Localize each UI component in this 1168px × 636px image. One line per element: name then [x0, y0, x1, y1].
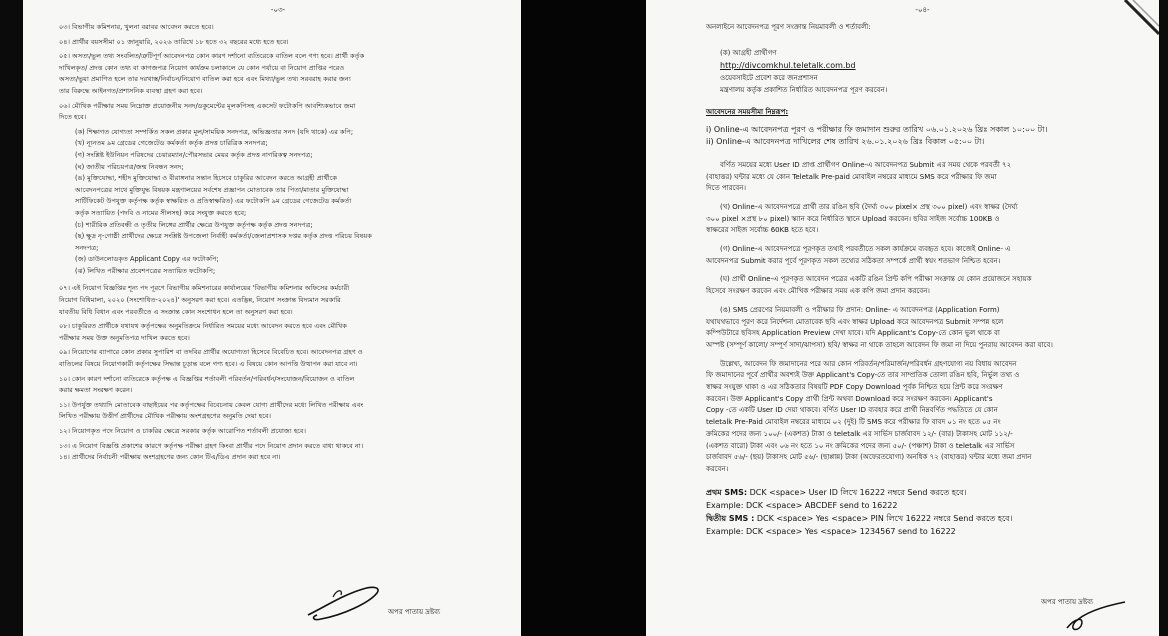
page-gap — [521, 0, 646, 636]
clause-05: ০৫। অসত্য/ভুল তথ্য সংবলিত/ত্রুটিপূর্ণ আবেদনপত্র কোন কারণ দর্শানো ব্যতিরেকে বাতিল বলে গণ্য হবে। প্রার্থী কর্তৃক দাখিলকৃত/ প্রদত্ত কোন তথ্য বা কাগজপত্র নিয়োগ কার্যক্রম চলাকালে যে কোন পর্যায়ে বা নিয়োগ প্রাপ্তির পরেও অসত্য/ভুয়া প্রমাণিত হলে তার দরখাস্ত/নির্বাচন/নিয়োগ বাতিল করা হবে এবং মিথ্যা/ভুল তথ্য সরবরাহ করার জন্য তার বিরুদ্ধে আইনগত/প্রশাসনিক ব্যবস্থা গ্রহণ করা হবে। — [59, 52, 365, 95]
sms-first-label: প্রথম SMS: — [706, 487, 748, 497]
document-page-left — [23, 0, 521, 636]
deadline-end: ii) Online-এ আবেদনপত্র দাখিলের শেষ তারিখ ২৬.০১.২০২৬ খ্রিঃ বিকাল ০৫:০০ টা। — [706, 137, 985, 147]
continue-note-right: অপর পাতায় দ্রষ্টব্য — [1041, 598, 1094, 606]
clause-03: ০৩। বিভাগীয় কমিশনার, খুলনা বরাবর আবেদন করতে হবে। — [59, 23, 214, 31]
page-number: -০৪- — [915, 6, 930, 14]
clause-ka-prefix: (ক) আগ্রহী প্রার্থীগণ — [720, 49, 777, 58]
sms-second — [706, 512, 1139, 525]
website-link[interactable]: http://divcomkhul.teletalk.com.bd — [720, 61, 856, 71]
clause-06-chha: (ছ) ক্ষুদ্র নৃ-গোষ্ঠী প্রার্থীদের ক্ষেত্রে সংশ্লিষ্ট উপজেলা নির্বাহী কর্মকর্তা/জেলাপ্রশাসক দপ্তর কর্তৃক প্রদত্ত পরিচয় বিষয়ক সনদপত্র; — [75, 232, 372, 252]
sms-second-example: Example: DCK <space> Yes <space> 1234567 send to 16222 — [706, 526, 956, 536]
clause-07: ০৭। এই নিয়োগ বিজ্ঞপ্তির শূন্য পদ পূরণে বিভাগীয় কমিশনারের কার্যালয়ের 'বিভাগীয় কমিশনার অফিসের কর্মচারী নিয়োগ বিধিমালা, ২০২০ (সংশোধিত-২০২৪)' অনুসরণ করা হবে। এতদ্ভিন্ন, নিয়োগ সংক্রান্ত বিদ্যমান সরকারি যাবতীয় বিধি বিধান এবং পরবর্তীতে এ সংক্রান্ত কোন সংশোধন হলে তা অনুসরণ করা হবে। — [59, 284, 350, 316]
clause-10: ১০। কোন কারণ দর্শানো ব্যতিরেকে কর্তৃপক্ষ এ বিজ্ঞপ্তির শর্তাবলী পরিবর্তন/পরিবর্ধন/সংযোজন/বিয়োজন ও বাতিল করার ক্ষমতা সংরক্ষণ করেন। — [59, 374, 355, 395]
clause-06-cha: (চ) শারীরিক প্রতিবন্ধী ও তৃতীয় লিঙ্গের প্রার্থীর ক্ষেত্রে উপযুক্ত কর্তৃপক্ষ কর্তৃক প্রদত্ত সনদপত্র; — [75, 220, 313, 229]
clause-06-jha: (ঝ) লিখিত পরীক্ষার প্রবেশপত্রের সত্যায়িত ফটোকপি; — [75, 266, 216, 275]
clause-09: ০৯। নিয়োগের ব্যাপারে কোন প্রকার সুপারিশ বা তদবির প্রার্থীর অযোগ্যতা হিসেবে বিবেচিত হবে। আবেদনপত্র গ্রহণ ও বাতিলের বিষয়ে নিয়োগকারী কর্তৃপক্ষের সিদ্ধান্ত চূড়ান্ত বলে গণ্য হবে। এ বিষয়ে কোন আপত্তি উত্থাপন করা যাবে না। — [59, 348, 363, 369]
fee-paragraph: বর্ণিত সময়ের মধ্যে User ID প্রাপ্ত প্রার্থীগণ Online-এ আবেদনপত্র Submit এর সময় থেকে পরবর্তী ৭২ (বাহাত্তর) ঘন্টার মধ্যে যে কোন Teletalk Pre-paid মোবাইল নম্বরের মাধ্যমে SMS করে পরীক্ষার ফি জমা দিতে পারবেন। — [706, 160, 1012, 193]
clause-08: ০৮। চাকুরিরত প্রার্থীকে যথাযথ কর্তৃপক্ষের অনুমতিক্রমে নির্ধারিত সময়ের মধ্যে আবেদন করতে হবে এবং মৌখিক পরীক্ষার সময় উক্ত অনুমতিপত্র দাখিল করতে হবে। — [59, 322, 347, 342]
document-page-right — [646, 0, 1159, 636]
note-paragraph: উল্লেখ্য, আবেদন ফি জমাদানের পরে আর কোন পরিবর্তন/পরিমার্জন/পরিবর্ধন গ্রহণযোগ্য নয় বিধায় আবেদন ফি জমাদানের পূর্বে প্রার্থীর অবশ্যই উক্ত Applicant's Copy-তে তার সাম্প্রতিক তোলা রঙিন ছবি, নির্ভুল তথ্য ও স্বাক্ষর সংযুক্ত থাকা ও এর সঠিকতার বিষয়টি PDF Copy Download পূর্বক নিশ্চিত হয়ে প্রিন্ট করে সংরক্ষণ করবেন। উক্ত Applicant's Copy প্রার্থী প্রিন্ট অথবা Download করে সংরক্ষণ করবেন। Applicant's Copy -তে একটি User ID দেয়া থাকবে। বর্ণিত User ID ব্যবহার করে প্রার্থী নিম্নবর্ণিত পদ্ধতিতে যে কোন teletalk Pre-Paid মোবাইল নম্বরের মাধ্যমে ০২ (দুই) টি SMS করে পরীক্ষার ফি বাবদ ০১ নং হতে ০৫ নং ক্রমিকের পদের জন্য ১০০/- (একশত) টাকা ও teletalk এর সার্ভিস চার্জবাবদ ১২/- (বার) টাকাসহ মোট ১১২/- (একশত বারো) টাকা এবং ০৬ নং হতে ১০ নং ক্রমিকের পদের জন্য ৫০/- (পঞ্চাশ) টাকা ও teletalk এর সার্ভিস চার্জবাবদ ৫৬/- (ছয়) টাকাসহ মোট ৫৬/- (ছাপ্পান্ন) টাকা (অফেরতযোগ্য) অনধিক ৭২ (বাহাত্তর) ঘন্টার মধ্যে জমা প্রদান করবেন। — [706, 359, 1032, 473]
sms-first-text: DCK <space> User ID লিখে 16222 নম্বরে Send করতে হবে। — [747, 487, 967, 497]
clause-ga: (গ) Online-এ আবেদনপত্রে পূরণকৃত তথ্যই পরবর্তীতে সকল কার্যক্রমে ব্যবহৃত হবে। কাজেই Online- এ আবেদনপত্র Submit করার পূর্বে পূরণকৃত সকল তথ্যের সঠিকতা সম্পর্কে প্রার্থী স্বয়ং শতভাগ নিশ্চিত হবেন। — [706, 245, 1011, 265]
clause-14: ১৪। প্রার্থীদের নির্বাচনী পরীক্ষায় অংশগ্রহণের জন্য কোন টিএ/ডিএ প্রদান করা হবে না। — [59, 453, 281, 462]
sms-first — [706, 486, 1139, 499]
clause-12: ১২। নিয়োগকৃত পদে নিয়োগ ও চাকরির ক্ষেত্রে সরকার কর্তৃক আরোপিত শর্তাবলী প্রযোজ্য হবে। — [59, 427, 306, 435]
clause-gha: (ঘ) প্রার্থী Online-এ পূরণকৃত আবেদন পত্রের একটি রঙিন প্রিন্ট কপি পরীক্ষা সংক্রান্ত যে কোন প্রয়োজনে সহায়ক হিসেবে সংরক্ষণ করবেন এবং মৌখিক পরীক্ষার সময় এক কপি জমা প্রদান করবেন। — [706, 275, 1032, 296]
clause-kha: (খ) Online-এ আবেদনপত্রে প্রার্থী তার রঙিন ছবি (দৈর্ঘ্য ৩০০ pixel× প্রস্থ ৩০০ pixel) এবং স্বাক্ষর (দৈর্ঘ্য ৩০০ pixel ×প্রস্থ ৮০ pixel) স্ক্যান করে নির্ধারিত স্থানে Upload করবেন। ছবির সাইজ সর্বোচ্চ 100KB ও স্বাক্ষরের সাইজ সর্বোচ্চ 60KB হতে হবে। — [706, 202, 1018, 235]
clause-uma: (ঙ) SMS প্রেরণের নিয়মাবলী ও পরীক্ষার ফি প্রদান: Online- এ আবেদনপত্র (Application Form) যথাযথভাবে পূরণ করে নির্দেশনা মোতাবেক ছবি এবং স্বাক্ষর Upload করে আবেদনপত্র Submit সম্পন্ন হলে কম্পিউটারে ছবিসহ Application Preview দেখা যাবে। যদি Applicant's Copy-তে কোন ভুল থাকে বা অস্পষ্ট (সম্পূর্ণ কালো/ সম্পূর্ণ সাদা/ঝাপসা) ছবি/ স্বাক্ষর না থাকে তাহলে আবেদন ফি জমা না দিয়ে পুনরায় আবেদন করা যাবে। — [706, 305, 1053, 349]
clause-06-kha: (খ) ন্যূনতম ৯ম গ্রেডের গেজেটেড কর্মকর্তা কর্তৃক প্রদত্ত চারিত্রিক সনদপত্র; — [75, 139, 268, 148]
clause-11: ১১। উপর্যুক্ত তথ্যাদি মোতাবেক বাছাইয়ের পর কর্তৃপক্ষের বিবেচনায় কেবল যোগ্য প্রার্থীদের মধ্যে লিখিত পরীক্ষায় এবং লিখিত পরীক্ষায় উত্তীর্ণ প্রার্থীদের মৌখিক পরীক্ষায় অংশগ্রহণের অনুমতি দেয়া হবে। — [59, 400, 364, 421]
clause-04: ০৪। প্রার্থীর বয়সসীমা ০১ জানুয়ারি, ২০২৬ তারিখে ১৮ হতে ৩২ বছরের মধ্যে হতে হবে। — [59, 37, 289, 46]
clause-06-uma: (ঙ) মুক্তিযোদ্ধা, শহীদ মুক্তিযোদ্ধা ও বীরাঙ্গনার সন্তান হিসেবে চাকুরির আবেদন করতে আগ্রহী প্রার্থীকে আবেদনপত্রের সাথে মুক্তিযুদ্ধ বিষয়ক মন্ত্রণালয়ের সর্বশেষ প্রজ্ঞাপন মোতাবেক তার পিতা/মাতার মুক্তিযোদ্ধা সার্টিফিকেট উপযুক্ত কর্তৃপক্ষ কর্তৃক স্বাক্ষরিত ও প্রতিস্বাক্ষরিত) এর ফটোকপি ৯ম গ্রেডের গেজেটেড কর্মকর্তা কর্তৃক সত্যায়িত (পদবি ও নামের সীলসহ) করে সংযুক্ত করতে হবে; — [75, 174, 352, 217]
clause-06-gha: (ঘ) জাতীয় পরিচয়পত্র/জন্ম নিবন্ধন সনদ; — [75, 162, 184, 171]
continue-note-left: অপর পাতায় দ্রষ্টব্য — [388, 608, 441, 616]
deadline-heading: আবেদনের সময়সীমা নিম্নরূপ: — [706, 108, 789, 117]
sms-first-example: Example: DCK <space> ABCDEF send to 16222 — [706, 500, 898, 510]
signature-right — [1061, 598, 1131, 634]
clause-ka — [720, 37, 1139, 97]
sms-second-text: DCK <space> Yes <space> PIN লিখে 16222 নম্বরে Send করতে হবে। — [754, 513, 1013, 523]
clause-06-ka: (ক) শিক্ষাগত যোগ্যতা সম্পর্কিত সকল প্রকার মূল/সাময়িক সনদপত্র, অভিজ্ঞতার সনদ (যদি থাকে) এর কপি; — [75, 127, 354, 136]
clause-06-ga: (গ) সংশ্লিষ্ট ইউনিয়ন পরিষদের চেয়ারম্যান/পৌরসভার মেয়র কর্তৃক প্রদত্ত নাগরিকত্ব সনদপত্র; — [75, 150, 313, 159]
sms-second-label: দ্বিতীয় SMS : — [706, 513, 755, 523]
deadline-start: i) Online-এ আবেদনপত্র পূরণ ও পরীক্ষার ফি জমাদান শুরুর তারিখ ০৬.০১.২০২৬ খ্রিঃ সকাল ১০:০০ টা। — [706, 125, 1048, 135]
clause-13: ১৩। এ নিয়োগ বিজ্ঞপ্তি প্রকাশের কারণে কর্তৃপক্ষ পরীক্ষা গ্রহণ কিংবা প্রার্থীর পদে নিয়োগ প্রদান করতে বাধ্য থাকবে না। — [59, 441, 364, 450]
section-title: অনলাইনে আবেদনপত্র পূরণ সংক্রান্ত নিয়মাবলী ও শর্তাবলী: — [706, 23, 871, 31]
clause-ka-suffix: ওয়েবসাইটে প্রবেশ করে জনপ্রশাসন মন্ত্রণালয় কর্তৃক প্রকাশিত নির্ধারিত আবেদনপত্র পূরণ করবেন। — [720, 73, 888, 94]
clause-06-ja: (জ) ডাউনলোডকৃত Applicant Copy এর ফটোকপি; — [75, 255, 219, 264]
page-corner-fold — [1119, 0, 1159, 40]
clause-06: ০৬। মৌখিক পরীক্ষার সময় নিম্নোক্ত প্রয়োজনীয় সনদ/ডকুমেন্টের মূলকপিসহ একসেট ফটোকপি আবশ্যিকভাবে জমা দিতে হবে। — [59, 101, 356, 122]
page-number: -০৩- — [270, 6, 286, 14]
